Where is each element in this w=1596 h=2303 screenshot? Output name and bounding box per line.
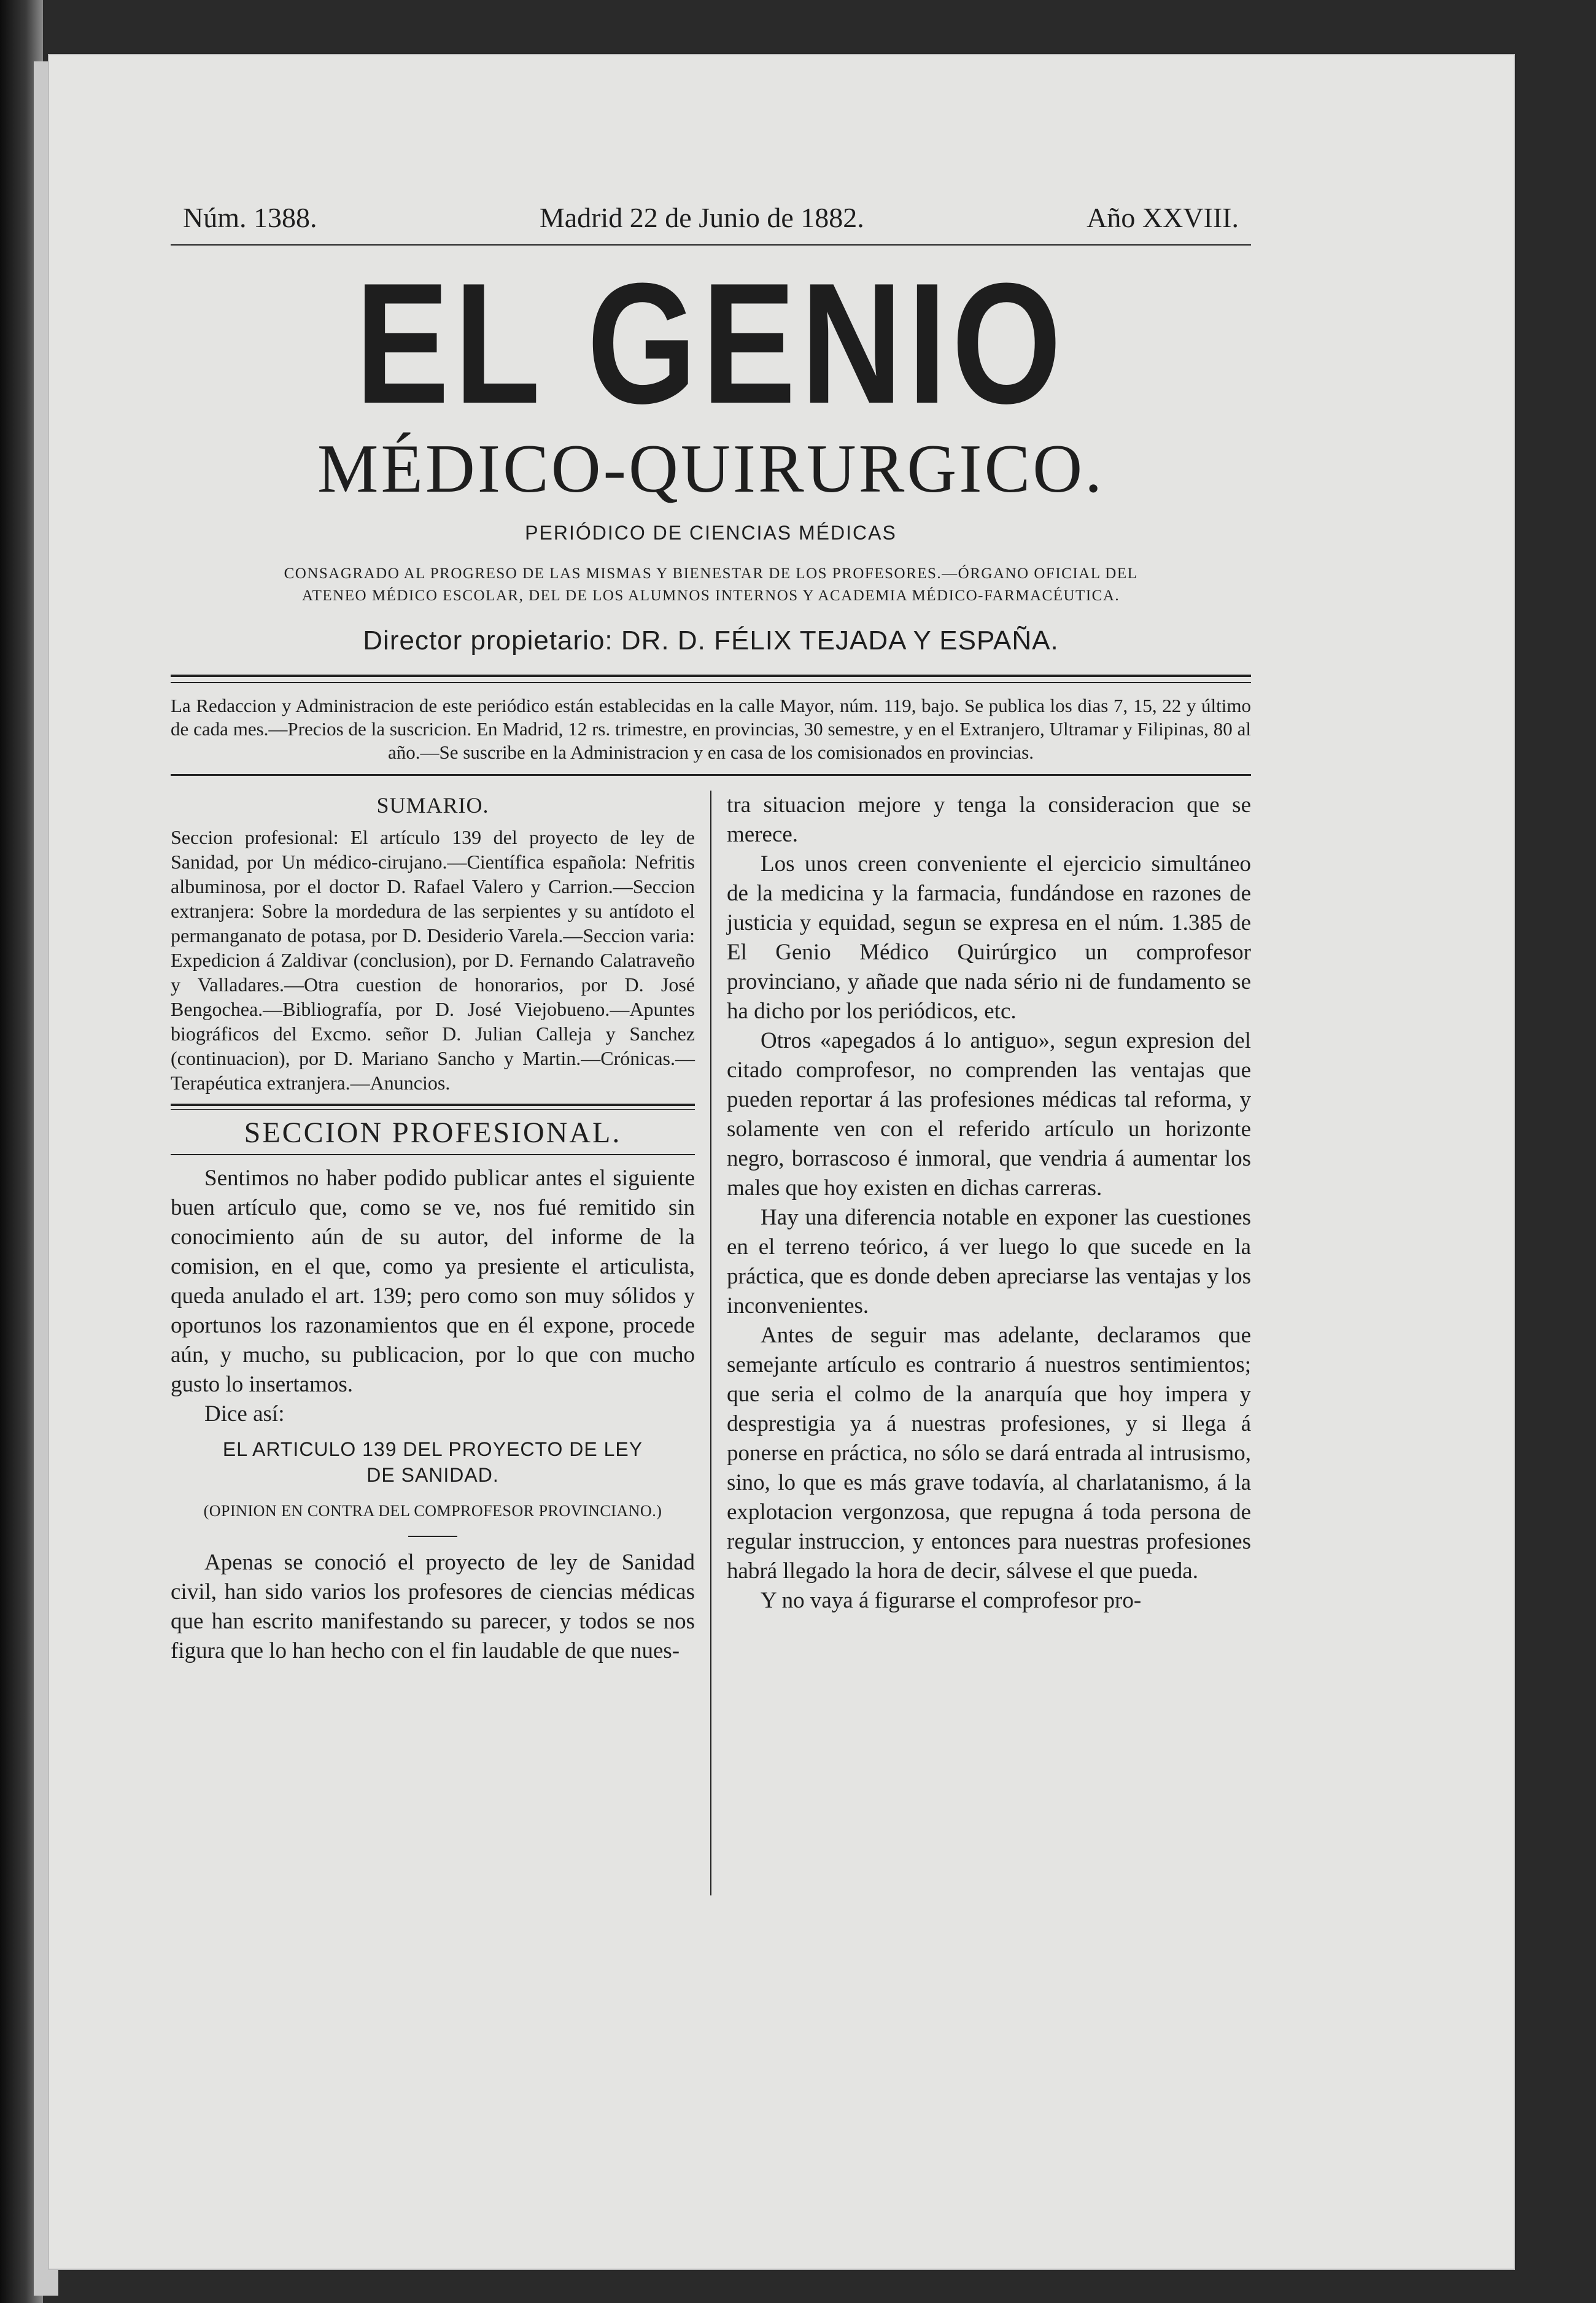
right-paragraph-5: Y no vaya á figurarse el comprofesor pro- <box>761 1588 1142 1613</box>
article-title-line-1: EL ARTICULO 139 DEL PROYECTO DE LEY <box>222 1438 643 1460</box>
dedication-line-1: CONSAGRADO AL PROGRESO DE LAS MISMAS Y BIENESTAR DE LOS PROFESORES.—ÓRGANO OFICIAL DEL <box>284 565 1138 582</box>
masthead-title: EL GENIO <box>355 248 1067 439</box>
admin-rule <box>171 774 1251 776</box>
right-paragraph-0: tra situacion mejore y tenga la consideracion que se merece. <box>727 792 1251 847</box>
issue-number: Núm. 1388. <box>183 202 317 233</box>
dedication-line-2: ATENEO MÉDICO ESCOLAR, DEL DE LOS ALUMNOS INTERNOS Y ACADEMIA MÉDICO-FARMACÉUTICA. <box>301 587 1120 604</box>
issue-date: Madrid 22 de Junio de 1882. <box>539 202 864 233</box>
sumario-title: SUMARIO. <box>376 793 489 818</box>
right-paragraph-1: Los unos creen conveniente el ejercicio simultáneo de la medicina y la farmacia, fundándose en razones de justicia y equidad, segun se expresa en el núm. 1.385 de El Genio Médico Quirúrgico un comprofesor provinciano, y añade que nada sério ni de fundamento se ha dicho por los periódicos, etc. <box>727 851 1251 1024</box>
newspaper-page <box>48 54 1515 2270</box>
article-title <box>171 1436 695 1488</box>
issue-year: Año XXVIII. <box>1087 202 1239 233</box>
dice-line: Dice así: <box>204 1401 285 1426</box>
section-heading: SECCION PROFESIONAL. <box>244 1117 622 1149</box>
periodical-description: PERIÓDICO DE CIENCIAS MÉDICAS <box>525 522 897 544</box>
page-content <box>171 201 1251 1895</box>
right-paragraph-3: Hay una diferencia notable en exponer las cuestiones en el terreno teórico, á ver luego lo que sucede en la práctica, que es donde deben apreciarse las ventajas y los inconvenientes. <box>727 1205 1251 1318</box>
right-paragraph-2: Otros «apegados á lo antiguo», segun expresion del citado comprofesor, no comprenden las ventajas que pueden reportar á las profesiones médicas tal reforma, y solamente ven con el referido artículo un horizonte negro, borrascoso é inmoral, que vendria á aumentar los males que hoy existen en dichas carreras. <box>727 1028 1251 1201</box>
article-separator <box>408 1536 457 1537</box>
article-title-line-2: DE SANIDAD. <box>366 1464 499 1486</box>
masthead-rule <box>171 675 1251 683</box>
dedication-line <box>171 563 1251 607</box>
article-note: (OPINION EN CONTRA DEL COMPROFESOR PROVINCIANO.) <box>203 1502 662 1520</box>
intro-paragraph: Sentimos no haber podido publicar antes el siguiente buen artículo que, como se ve, nos fué remitido sin conocimiento aún de su autor, del informe de la comision, en el que, como ya presiente el articulista, queda anulado el art. 139; pero como son muy sólidos y oportunos los razonamientos que en él expone, procede aún, y mucho, su publicacion, por lo que con mucho gusto lo insertamos. <box>171 1166 695 1397</box>
right-column <box>711 791 1251 1895</box>
article-paragraph-1: Apenas se conoció el proyecto de ley de Sanidad civil, han sido varios los profesores de ciencias médicas que han escrito manifestando su parecer, y todos se nos figura que lo han hecho con el fin laudable de que nues- <box>171 1550 695 1663</box>
sumario-body: Seccion profesional: El artículo 139 del proyecto de ley de Sanidad, por Un médico-cirujano.—Científica española: Nefritis albuminosa, por el doctor D. Rafael Valero y Carrion.—Seccion extranjera: Sobre la mordedura de las serpientes y su antídoto el permanganato de potasa, por D. Desiderio Varela.—Seccion varia: Expedicion á Zaldivar (conclusion), por D. Fernando Calatraveño y Valladares.—Otra cuestion de honorarios, por D. José Bengochea.—Bibliografía, por D. José Viejobueno.—Apuntes biográficos del Excmo. señor D. Julian Calleja y Sanchez (continuacion), por D. Mariano Sancho y Martin.—Crónicas.—Terapéutica extranjera.—Anuncios. <box>171 826 695 1094</box>
header-rule <box>171 244 1251 246</box>
administration-notice: La Redaccion y Administracion de este periódico están establecidas en la calle Mayor, núm. 119, bajo. Se publica los dias 7, 15, 22 y último de cada mes.—Precios de la suscricion. En Madrid, 12 rs. trimestre, en provincias, 30 semestre, y en el Extranjero, Ultramar y Filipinas, 80 al año.—Se suscribe en la Administracion y en casa de los comisionados en provincias. <box>171 695 1251 763</box>
section-rule <box>171 1104 695 1110</box>
director-line: Director propietario: DR. D. FÉLIX TEJADA Y ESPAÑA. <box>363 625 1059 656</box>
masthead-subtitle: MÉDICO-QUIRURGICO. <box>317 431 1105 507</box>
right-paragraph-4: Antes de seguir mas adelante, declaramos que semejante artículo es contrario á nuestros sentimientos; que seria el colmo de la anarquía que hoy impera y desprestigia ya á nuestras profesiones, y si llega á ponerse en práctica, no sólo se dará entrada al intrusismo, sino, lo que es más grave todavía, al charlatanismo, á la explotacion vergonzosa, que repugna á toda persona de regular instruccion, y entonces para nuestras profesiones habrá llegado la hora de decir, sálvese el que pueda. <box>727 1323 1251 1584</box>
issue-header <box>171 201 1251 244</box>
left-column <box>171 791 710 1895</box>
article-columns <box>171 791 1251 1895</box>
